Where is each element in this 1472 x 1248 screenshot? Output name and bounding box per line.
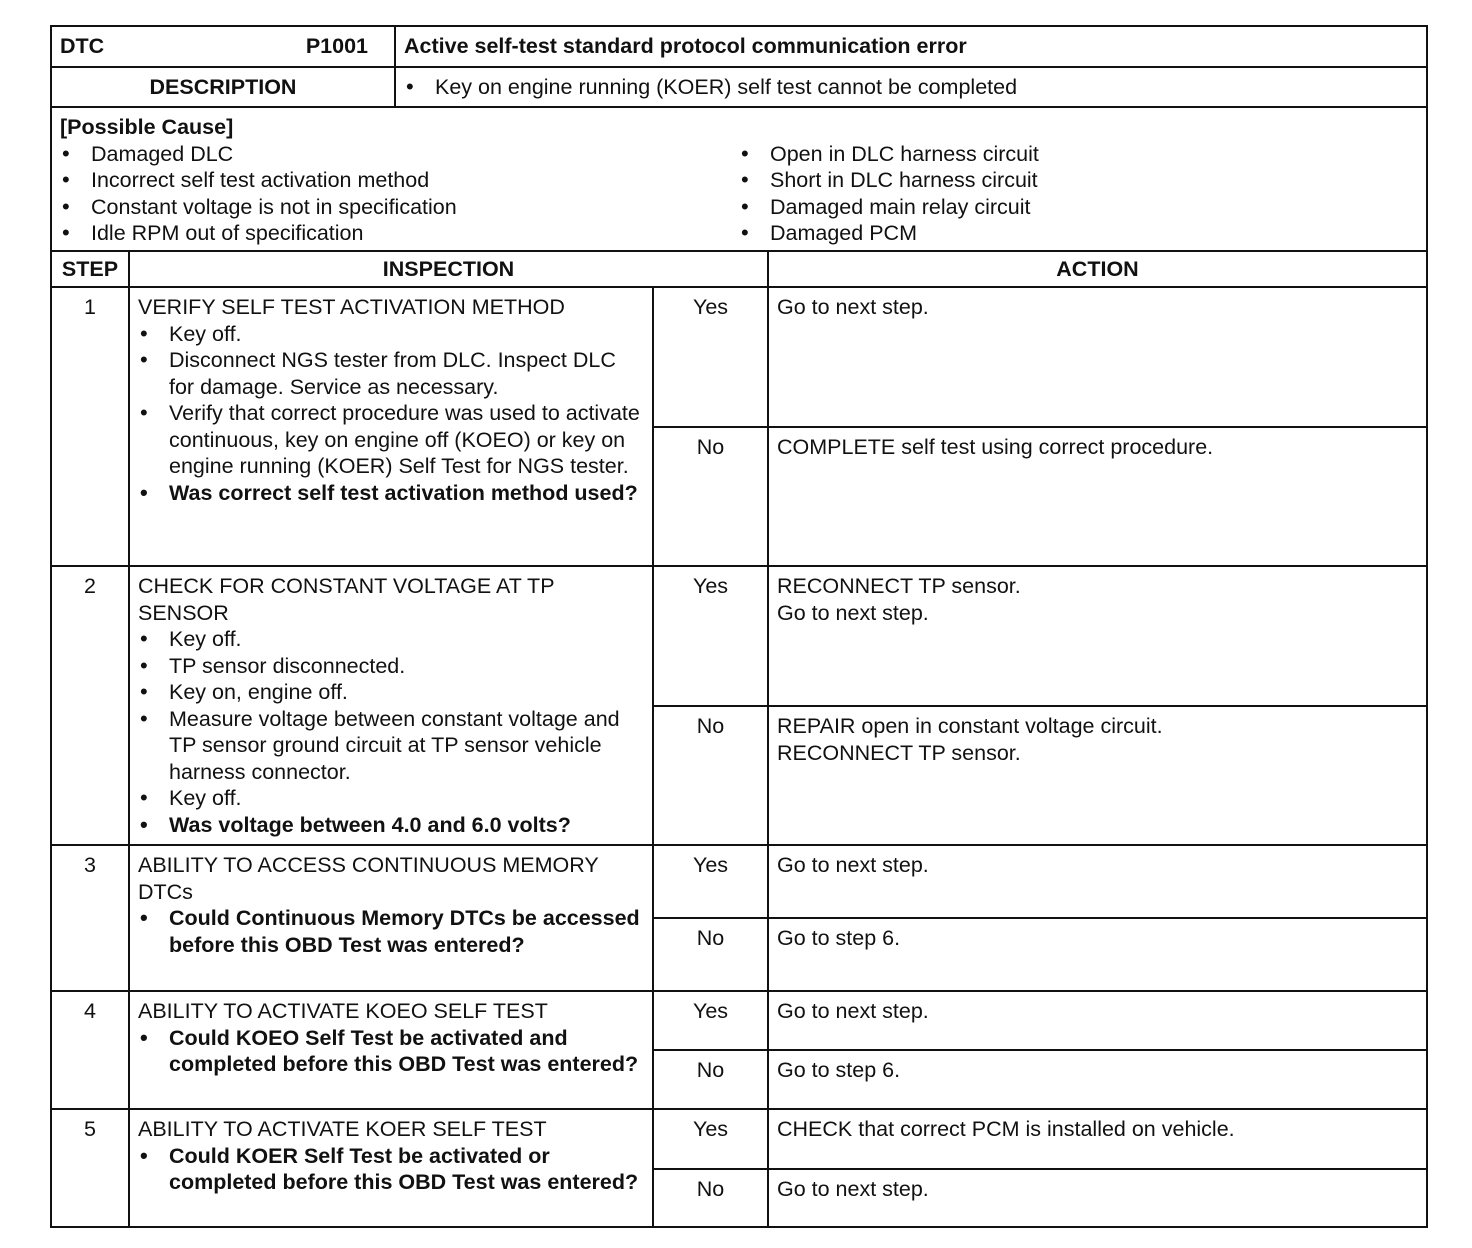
possible-cause-row (51, 107, 1427, 251)
inspection-column-header: INSPECTION (129, 251, 768, 288)
step-column-header: STEP (51, 251, 129, 288)
no-action-line: RECONNECT TP sensor. (777, 740, 1021, 765)
step-3-inspection (129, 845, 653, 991)
yes-label: Yes (653, 991, 768, 1050)
step-3-yes-row (51, 845, 1427, 918)
yes-action-line: Go to next step. (777, 600, 929, 625)
step-5-inspection (129, 1109, 653, 1227)
cause-item: • Open in DLC harness circuit (739, 141, 1418, 168)
column-header-row (51, 251, 1427, 288)
yes-label: Yes (653, 566, 768, 706)
inspection-question: • Was correct self test activation method used? (138, 480, 644, 507)
inspection-bullet: • TP sensor disconnected. (138, 653, 644, 680)
no-label: No (653, 918, 768, 991)
step-number: 1 (51, 287, 129, 566)
yes-label: Yes (653, 845, 768, 918)
dtc-title-row (51, 26, 1427, 67)
step-title: VERIFY SELF TEST ACTIVATION METHOD (138, 295, 565, 319)
cause-item: • Damaged main relay circuit (739, 194, 1418, 221)
cause-item: • Idle RPM out of specification (60, 220, 739, 247)
inspection-question: • Could KOER Self Test be activated or completed before this OBD Test was entered? (138, 1143, 644, 1196)
step-title: ABILITY TO ACTIVATE KOER SELF TEST (138, 1117, 547, 1141)
step-4-yes-row (51, 991, 1427, 1050)
inspection-question: • Could KOEO Self Test be activated and completed before this OBD Test was entered? (138, 1025, 644, 1078)
step-1-yes-row (51, 287, 1427, 427)
step-2-inspection (129, 566, 653, 845)
no-action: COMPLETE self test using correct procedure. (768, 427, 1427, 566)
inspection-bullet: • Disconnect NGS tester from DLC. Inspect DLC for damage. Service as necessary. (138, 347, 644, 400)
yes-label: Yes (653, 287, 768, 427)
description-label: DESCRIPTION (51, 67, 395, 108)
inspection-bullet: • Key on, engine off. (138, 679, 644, 706)
description-text: • Key on engine running (KOER) self test cannot be completed (404, 74, 1418, 101)
step-4-inspection (129, 991, 653, 1109)
possible-cause-cell (51, 107, 1427, 251)
description-cell (395, 67, 1427, 108)
no-label: No (653, 1169, 768, 1227)
no-action: Go to step 6. (768, 1050, 1427, 1109)
no-label: No (653, 706, 768, 845)
cause-item: • Short in DLC harness circuit (739, 167, 1418, 194)
step-number: 4 (51, 991, 129, 1109)
step-number: 3 (51, 845, 129, 991)
yes-action: Go to next step. (768, 991, 1427, 1050)
step-title: ABILITY TO ACCESS CONTINUOUS MEMORY DTCs (138, 853, 599, 904)
no-action-line: REPAIR open in constant voltage circuit. (777, 714, 1163, 738)
description-row (51, 67, 1427, 108)
step-1-inspection (129, 287, 653, 566)
no-action (768, 706, 1427, 845)
yes-label: Yes (653, 1109, 768, 1169)
dtc-sheet (50, 25, 1426, 1228)
cause-item: • Incorrect self test activation method (60, 167, 739, 194)
possible-cause-right-list (739, 141, 1418, 247)
no-action: Go to next step. (768, 1169, 1427, 1227)
dtc-header-table (50, 25, 1428, 252)
step-5-yes-row (51, 1109, 1427, 1169)
inspection-question: • Could Continuous Memory DTCs be accessed before this OBD Test was entered? (138, 905, 644, 958)
dtc-title: Active self-test standard protocol communication error (395, 26, 1427, 67)
inspection-question: • Was voltage between 4.0 and 6.0 volts? (138, 812, 644, 839)
yes-action: CHECK that correct PCM is installed on vehicle. (768, 1109, 1427, 1169)
dtc-code: P1001 (305, 34, 368, 58)
no-action: Go to step 6. (768, 918, 1427, 991)
possible-cause-heading: [Possible Cause] (60, 115, 234, 139)
cause-item: • Constant voltage is not in specification (60, 194, 739, 221)
yes-action: Go to next step. (768, 845, 1427, 918)
no-label: No (653, 1050, 768, 1109)
step-title: CHECK FOR CONSTANT VOLTAGE AT TP SENSOR (138, 574, 555, 625)
no-label: No (653, 427, 768, 566)
yes-action: Go to next step. (768, 287, 1427, 427)
step-number: 5 (51, 1109, 129, 1227)
yes-action-line: RECONNECT TP sensor. (777, 574, 1021, 598)
step-title: ABILITY TO ACTIVATE KOEO SELF TEST (138, 999, 548, 1023)
step-2-yes-row (51, 566, 1427, 706)
dtc-code-cell (51, 26, 395, 67)
inspection-table (50, 250, 1428, 1229)
cause-item: • Damaged PCM (739, 220, 1418, 247)
dtc-label: DTC (60, 34, 105, 58)
step-number: 2 (51, 566, 129, 845)
action-column-header: ACTION (768, 251, 1427, 288)
yes-action (768, 566, 1427, 706)
inspection-bullet: • Key off. (138, 785, 644, 812)
inspection-bullet: • Key off. (138, 626, 644, 653)
inspection-bullet: • Measure voltage between constant voltage and TP sensor ground circuit at TP sensor vehicle harness connector. (138, 706, 644, 786)
cause-item: • Damaged DLC (60, 141, 739, 168)
inspection-bullet: • Key off. (138, 321, 644, 348)
possible-cause-left-list (60, 141, 739, 247)
inspection-bullet: • Verify that correct procedure was used to activate continuous, key on engine off (KOEO) or key on engine running (KOER) Self Test for NGS tester. (138, 400, 644, 480)
